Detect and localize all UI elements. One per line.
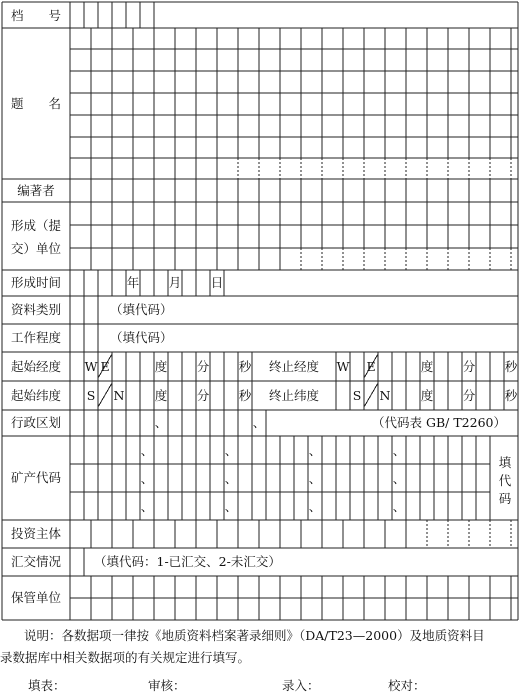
author-label: 编著者 — [17, 183, 55, 198]
mineral-fill-note-char: 码 — [498, 491, 512, 506]
minute-unit: 分 — [196, 388, 210, 403]
north-marker: N — [113, 388, 125, 403]
second-unit: 秒 — [238, 359, 252, 374]
entry-signature-field[interactable]: 录入： — [282, 678, 320, 693]
formation-unit-label-line-2: 交）单位 — [10, 241, 62, 256]
second-unit: 秒 — [504, 388, 518, 403]
minute-unit: 分 — [462, 359, 476, 374]
start-latitude-label: 起始纬度 — [10, 388, 62, 403]
custodian-label: 保管单位 — [10, 590, 62, 605]
reviewer-signature-field[interactable]: 审核： — [148, 678, 186, 693]
separator: 、 — [308, 499, 322, 514]
formation-unit-label-line-1: 形成（提 — [10, 218, 62, 233]
separator: 、 — [224, 471, 238, 486]
mineral-fill-note-char: 填 — [498, 455, 512, 470]
north-marker: N — [379, 388, 391, 403]
instruction-note-line-2: 录数据库中相关数据项的有关规定进行填写。 — [0, 650, 251, 665]
data-category-label: 资料类别 — [10, 302, 62, 317]
separator: 、 — [224, 499, 238, 514]
mineral-fill-note-char: 代 — [498, 473, 512, 488]
end-latitude-label: 终止纬度 — [268, 388, 320, 403]
separator: 、 — [140, 499, 154, 514]
minute-unit: 分 — [196, 359, 210, 374]
separator: 、 — [224, 443, 238, 458]
separator: 、 — [140, 443, 154, 458]
separator: 、 — [308, 443, 322, 458]
east-marker: E — [366, 359, 376, 374]
year-unit: 年 — [126, 275, 140, 290]
separator: 、 — [392, 499, 406, 514]
minute-unit: 分 — [462, 388, 476, 403]
degree-unit: 度 — [420, 359, 434, 374]
month-unit: 月 — [168, 275, 182, 290]
filler-signature-field[interactable]: 填表： — [28, 678, 66, 693]
degree-unit: 度 — [154, 359, 168, 374]
separator: 、 — [308, 471, 322, 486]
start-longitude-label: 起始经度 — [10, 359, 62, 374]
south-marker: S — [86, 388, 96, 403]
separator: 、 — [252, 415, 266, 430]
fill-code-hint: （填代码） — [110, 330, 173, 345]
separator: 、 — [392, 443, 406, 458]
separator: 、 — [140, 471, 154, 486]
form-grid-lines — [2, 2, 518, 620]
separator: 、 — [392, 471, 406, 486]
investor-label: 投资主体 — [10, 526, 62, 541]
grid-line — [364, 383, 378, 407]
mineral-code-label: 矿产代码 — [10, 470, 62, 485]
work-level-label: 工作程度 — [10, 330, 62, 345]
second-unit: 秒 — [504, 359, 518, 374]
formation-time-label: 形成时间 — [10, 275, 62, 290]
east-marker: E — [100, 359, 110, 374]
submission-note: （填代码：1-已汇交、2-未汇交） — [94, 554, 281, 569]
grid-line — [98, 383, 112, 407]
end-longitude-label: 终止经度 — [268, 359, 320, 374]
west-marker: W — [336, 359, 350, 374]
submission-status-label: 汇交情况 — [10, 554, 62, 569]
title-label: 题 名 — [10, 96, 62, 111]
proofreader-signature-field[interactable]: 校对： — [388, 678, 426, 693]
instruction-note-line-1: 说明：各数据项一律按《地质资料档案著录细则》（DA/T23—2000）及地质资料目 — [24, 628, 485, 643]
second-unit: 秒 — [238, 388, 252, 403]
fill-code-hint: （填代码） — [110, 302, 173, 317]
separator: 、 — [154, 415, 168, 430]
admin-code-note: （代码表 GB/ T2260） — [372, 415, 506, 430]
south-marker: S — [352, 388, 362, 403]
admin-region-label: 行政区划 — [10, 415, 62, 430]
west-marker: W — [84, 359, 98, 374]
archive-no-label: 档 号 — [10, 8, 62, 23]
degree-unit: 度 — [154, 388, 168, 403]
day-unit: 日 — [210, 275, 224, 290]
degree-unit: 度 — [420, 388, 434, 403]
